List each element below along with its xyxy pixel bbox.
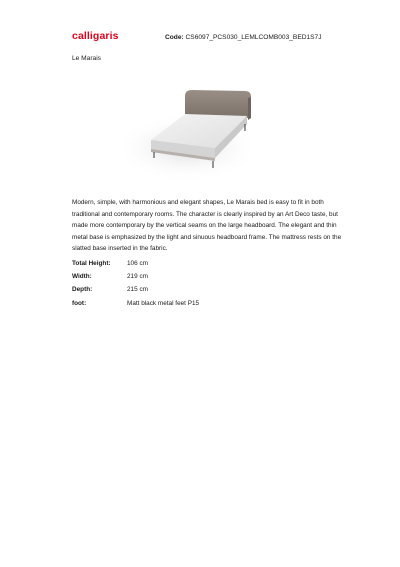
code-value: CS6097_PCS030_LEMLCOMB003_BED1S7J [185,34,322,41]
spec-row-width [72,270,199,283]
product-description: Modern, simple, with harmonious and elegant shapes, Le Marais bed is easy to fit in both traditional and contemporary rooms. The character is clearly inspired by an Art Deco taste, but made more contemporary by the vertical seams on the large headboard. The elegant and thin metal base is emphasized by the light and sinuous headboard frame. The mattress rests on the slatted base inserted in the fabric. [72,199,342,252]
spec-value: 106 cm [127,260,148,267]
spec-row-depth [72,283,199,296]
bed-product-image [105,78,265,188]
bed-image-svg [105,78,265,188]
spec-label: Depth: [72,286,93,294]
product-name: Le Marais [72,55,101,62]
spec-value: 219 cm [127,273,148,281]
spec-value: 215 cm [127,286,148,294]
spec-row-height [72,257,199,270]
spec-label: Total Height: [72,260,111,267]
code-label: Code: [165,34,184,41]
spec-list [72,257,199,310]
spec-value: Matt black metal feet P15 [127,299,200,307]
headboard-shape [185,90,251,118]
spec-label: foot: [72,299,87,307]
spec-row-foot [72,297,199,310]
product-code [165,34,322,41]
brand-logo: calligaris [72,30,119,42]
headboard-side [248,97,251,120]
spec-label: Width: [72,273,92,281]
